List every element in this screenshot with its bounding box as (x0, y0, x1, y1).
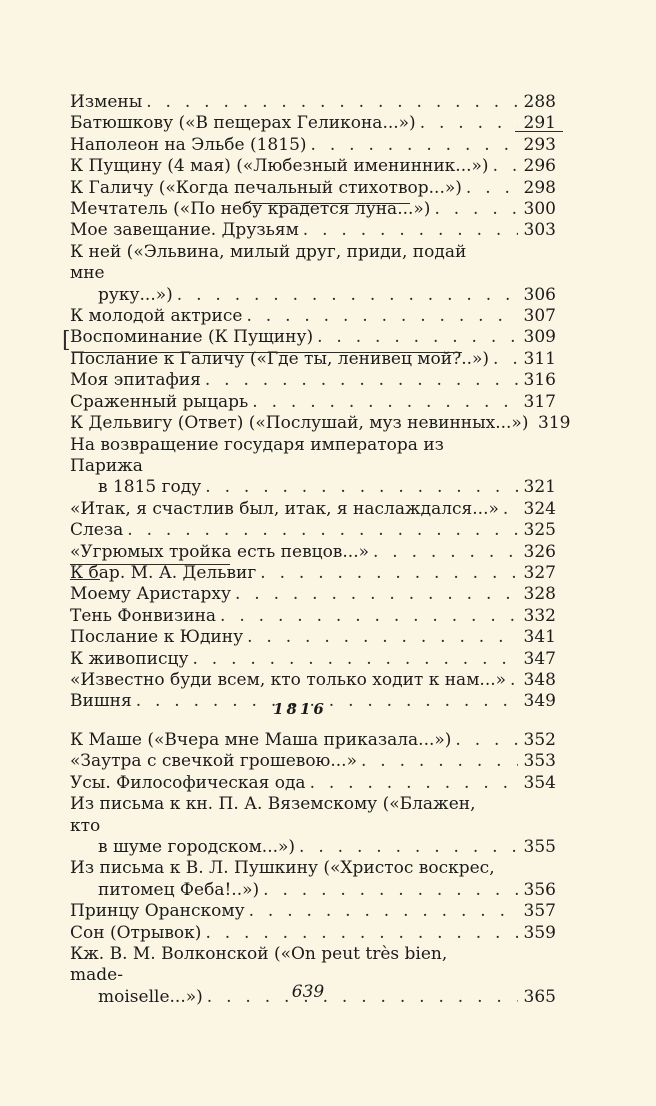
toc-entry: К бар. М. А. Дельвиг . . . 327 (70, 563, 556, 584)
toc-entry: «Известно буди всем, кто только ходит к нам...» . . . 348 (70, 670, 556, 691)
page-number: 317 (523, 391, 556, 412)
page-number: 300 (523, 199, 556, 220)
page-number: 309 (523, 327, 556, 348)
toc-entry: Моя эпитафия . . . 316 (70, 370, 556, 391)
toc-entry: К ней («Эльвина, милый друг, приди, подай мне руку...») . . . 306 (70, 242, 556, 306)
toc-entry: Из письма к В. Л. Пушкину («Христос воскрес, питомец Феба!..») . . . 356 (70, 858, 556, 901)
toc-entry: Сраженный рыцарь . . . 317 (70, 392, 556, 413)
page-number: 306 (523, 284, 556, 305)
toc-entry: Кж. В. М. Волконской («On peut très bien, made- moiselle...») . . . 365 (70, 944, 556, 1008)
page-number: 303 (523, 220, 556, 241)
toc-entry: Моему Аристарху . . . 328 (70, 584, 556, 605)
toc-entry: Слеза . . . 325 (70, 520, 556, 541)
toc-entry: «Итак, я счастлив был, итак, я наслаждался...» . . . 324 (70, 499, 556, 520)
page-number: 311 (523, 348, 556, 369)
toc-entry: Измены . . . 288 (70, 92, 556, 113)
toc-section-1815 (70, 92, 571, 713)
page-number: 325 (523, 520, 556, 541)
toc-entry: Мечтатель («По небу крадется луна...») . . . 300 (70, 199, 556, 220)
page-number: 355 (523, 837, 556, 858)
toc-entry: «Заутра с свечкой грошевою...» . . . 353 (70, 751, 556, 772)
page-number: 354 (523, 772, 556, 793)
page-number: 353 (523, 751, 556, 772)
toc-entry: Из письма к кн. П. А. Вяземскому («Блажен, кто в шуме городском...») . . . 355 (70, 794, 556, 858)
toc-entry: Принцу Оранскому . . . 357 (70, 901, 556, 922)
toc-entry: Мое завещание. Друзьям . . . 303 (70, 220, 556, 241)
toc-entry: К Дельвигу (Ответ) («Послушай, муз невинных...») 319 (70, 413, 571, 434)
toc-entry: К молодой актрисе . . . 307 (70, 306, 556, 327)
page-number: 359 (523, 922, 556, 943)
toc-entry: На возвращение государя императора из Парижа в 1815 году . . . 321 (70, 435, 556, 499)
page-number: 288 (523, 92, 556, 112)
toc-entry: «Угрюмых тройка есть певцов...» . . . 326 (70, 542, 556, 563)
toc-entry: Тень Фонвизина . . . 332 (70, 606, 556, 627)
page-number: 352 (523, 730, 556, 750)
page-number: 307 (523, 306, 556, 327)
pen-bracket-mark: [ (62, 328, 71, 353)
page-number: 356 (523, 879, 556, 900)
toc-entry: К живописцу . . . 347 (70, 649, 556, 670)
page-folio-number: 639 (291, 982, 325, 1002)
toc-entry: Послание к Юдину . . . 341 (70, 627, 556, 648)
page-number: 319 (538, 413, 571, 434)
toc-entry: К Пущину (4 мая) («Любезный именинник...») . . . 296 (70, 156, 556, 177)
toc-entry: Наполеон на Эльбе (1815) . . . 293 (70, 135, 556, 156)
page-number: 291 (523, 113, 556, 134)
toc-entry: Вишня . . . 349 (70, 691, 556, 712)
page-number: 347 (523, 648, 556, 669)
toc-section-1816 (70, 730, 556, 1008)
page-number: 293 (523, 134, 556, 155)
toc-entry: К Галичу («Когда печальный стихотвор...») . . . 298 (70, 178, 556, 199)
page-number: 298 (523, 177, 556, 198)
pen-underline-mark (70, 564, 230, 565)
page-number: 326 (523, 541, 556, 562)
toc-entry: Сон (Отрывок) . . . 359 (70, 923, 556, 944)
page-number: 316 (523, 370, 556, 391)
page-number: 357 (523, 901, 556, 922)
pen-underline-mark (250, 203, 410, 204)
toc-entry: Воспоминание (К Пущину) . . . 309 (70, 327, 556, 348)
page-number: 328 (523, 584, 556, 605)
page-number: 324 (523, 498, 556, 519)
toc-entry: Послание к Галичу («Где ты, ленивец мой?..») . . . 311 (70, 349, 556, 370)
toc-entry: Батюшкову («В пещерах Геликона...») . . . 291 (70, 113, 556, 134)
pen-underline-mark (70, 579, 100, 580)
pen-underline-mark (515, 131, 563, 132)
page-number: 365 (523, 986, 556, 1007)
page-number: 348 (523, 669, 556, 690)
page-number: 296 (523, 156, 556, 177)
section-year-heading: 1816 (273, 700, 327, 718)
page-number: 327 (523, 562, 556, 583)
pen-underline-mark (72, 352, 462, 353)
toc-entry: К Маше («Вчера мне Маша приказала...») . . . 352 (70, 730, 556, 751)
toc-entry: Усы. Философическая ода . . . 354 (70, 773, 556, 794)
page-number: 341 (523, 627, 556, 648)
page-number: 349 (523, 691, 556, 712)
page-number: 321 (523, 477, 556, 498)
page-number: 332 (523, 605, 556, 626)
